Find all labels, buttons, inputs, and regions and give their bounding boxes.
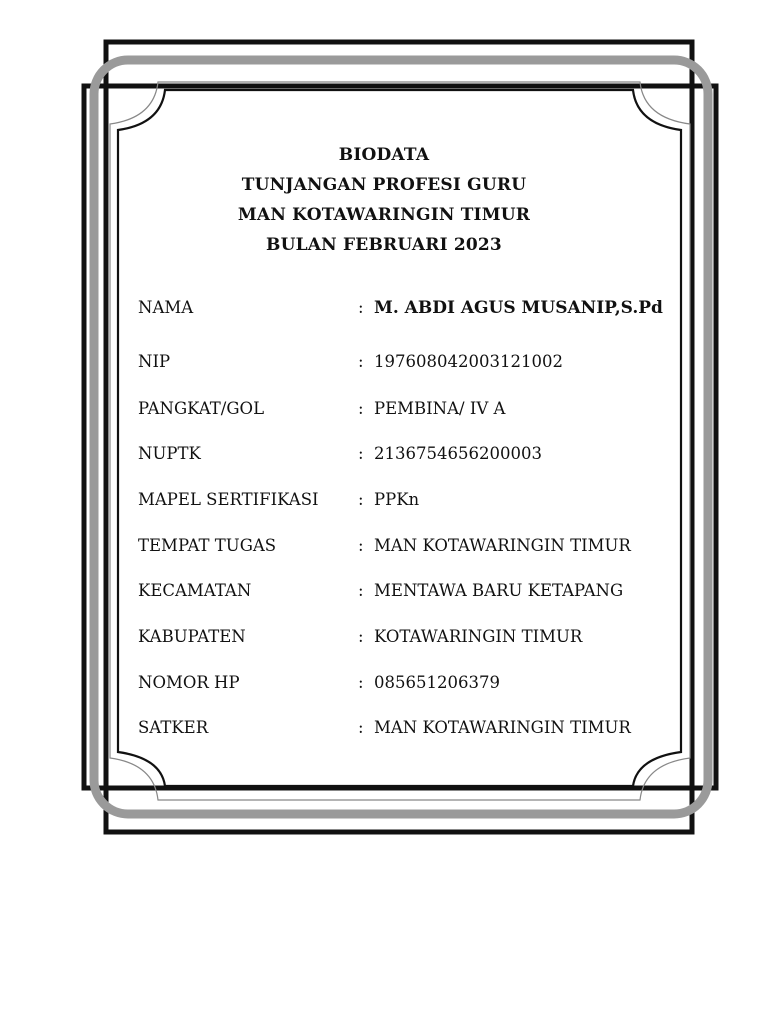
title-tunjangan: TUNJANGAN PROFESI GURU <box>241 175 527 195</box>
field-value-mapel: PPKn <box>374 490 420 509</box>
field-value-kabupaten: KOTAWARINGIN TIMUR <box>374 627 583 646</box>
field-colon: : <box>358 627 364 646</box>
field-label: MAPEL SERTIFIKASI <box>138 490 319 509</box>
field-value-nuptk: 2136754656200003 <box>374 444 542 463</box>
field-value-nama: M. ABDI AGUS MUSANIP,S.Pd <box>374 298 663 318</box>
field-value-kecamatan: MENTAWA BARU KETAPANG <box>374 581 624 600</box>
field-colon: : <box>358 352 364 371</box>
field-value-tempat-tugas: MAN KOTAWARINGIN TIMUR <box>374 536 631 555</box>
field-value-nip: 197608042003121002 <box>374 352 563 371</box>
field-value-pangkat: PEMBINA/ IV A <box>374 399 506 418</box>
title-period: BULAN FEBRUARI 2023 <box>266 235 502 255</box>
field-colon: : <box>358 673 364 692</box>
field-colon: : <box>358 399 364 418</box>
field-label: TEMPAT TUGAS <box>138 536 277 555</box>
field-value-satker: MAN KOTAWARINGIN TIMUR <box>374 718 631 737</box>
field-colon: : <box>358 444 364 463</box>
field-colon: : <box>358 581 364 600</box>
field-label: KECAMATAN <box>138 581 252 600</box>
field-label: NOMOR HP <box>138 673 240 692</box>
field-label: NIP <box>138 352 171 371</box>
field-colon: : <box>358 718 364 737</box>
field-label: KABUPATEN <box>138 627 246 646</box>
title-institution: MAN KOTAWARINGIN TIMUR <box>237 205 531 225</box>
field-label: NUPTK <box>138 444 201 463</box>
field-label: NAMA <box>138 298 194 317</box>
field-colon: : <box>358 536 364 555</box>
field-value-nomor-hp: 085651206379 <box>374 673 500 692</box>
field-label: PANGKAT/GOL <box>138 399 265 418</box>
document-title <box>0 140 768 260</box>
field-colon: : <box>358 298 364 317</box>
field-label: SATKER <box>138 718 209 737</box>
field-colon: : <box>358 490 364 509</box>
title-biodata: BIODATA <box>338 145 430 165</box>
